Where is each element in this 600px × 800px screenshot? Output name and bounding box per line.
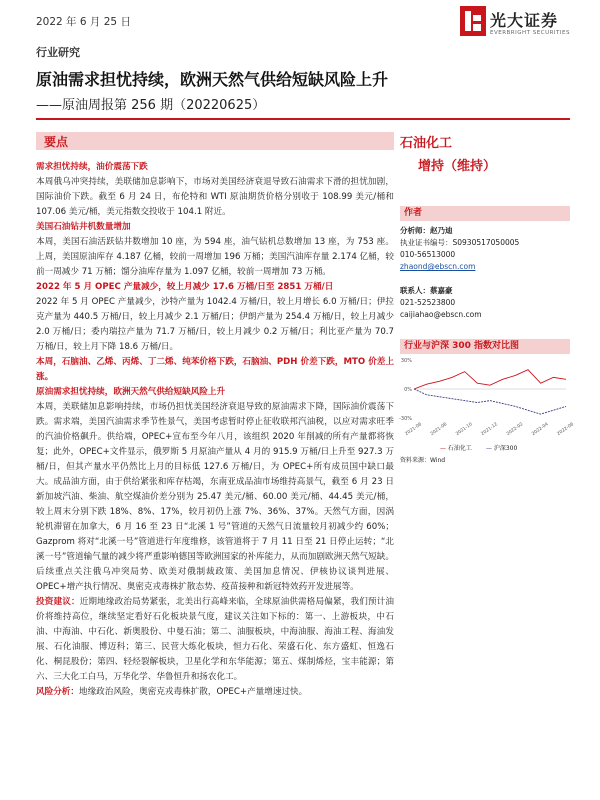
- section-body: 2022 年 5 月 OPEC 产量减少，沙特产量为 1042.4 万桶/日，较上月增长 6.0 万桶/日；伊拉克产量为 440.5 万桶/日，较上月减少 2.1 万桶/日；伊朗产量为 254.4 万桶/日，较上月减少 2.0 万桶/日；委内瑞拉产量为 71.7 万桶/日，较上月减少 0.2 万桶/日；利比亚产量为 70.7 万桶/日，较上月下降 18.6 万桶/日。: [36, 297, 394, 352]
- sector-name: 石油化工: [400, 136, 453, 151]
- analyst-name: 分析师：赵乃迪: [400, 226, 453, 235]
- contact-phone: 021-52523800: [400, 298, 456, 307]
- chart-x-tick: 2021-12: [480, 422, 499, 438]
- chart-x-tick: 2021-08: [429, 422, 449, 438]
- author-block: [400, 225, 570, 321]
- chart-series-line-2: [414, 389, 566, 414]
- report-category: 行业研究: [36, 46, 80, 59]
- chart-source: 资料来源：Wind: [400, 457, 446, 464]
- section-body: 本周，美国石油活跃钻井数增加 10 座，为 594 座，油气钻机总数增加 13 座，为 753 座。上周，美国原油库存 4.187 亿桶，较前一周增加 196 万桶；美国汽油库存量 2.174 亿桶，较前一周减少 71 万桶；馏分油库存量为 1.097 亿桶，较前一周增加 73 万桶。: [36, 237, 394, 277]
- analyst-cert: 执业证书编号：S0930517050005: [400, 238, 520, 247]
- chart-x-tick: 2021-06: [404, 422, 423, 438]
- section-heading: 2022 年 5 月 OPEC 产量减少，较上月减少 17.6 万桶/日至 2851 万桶/日: [36, 282, 334, 292]
- report-date: 2022 年 6 月 25 日: [36, 16, 131, 28]
- report-subtitle: ——原油周报第 256 期（20220625）: [36, 98, 266, 113]
- chart-header: 行业与沪深 300 指数对比图: [400, 339, 570, 354]
- section-heading: 美国石油钻井机数量增加: [36, 222, 131, 232]
- logo-cn: 光大证券: [490, 11, 559, 30]
- investment-advice: [36, 595, 394, 685]
- risk-analysis: [36, 685, 394, 700]
- brand-logo: [460, 6, 570, 42]
- chart-y-tick: 30%: [400, 358, 412, 364]
- risk-label: 风险分析：: [36, 687, 79, 697]
- chart-y-tick: -30%: [399, 416, 412, 422]
- investment-label: 投资建议：: [36, 597, 80, 607]
- index-comparison-chart: [399, 354, 575, 440]
- section-body: 本周，美联储加息影响持续，市场仍担忧美国经济衰退导致的原油需求下降，国际油价震荡下跌。需求端，美国汽油需求季节性景气，美国考虑暂时停止征收联邦汽油税，以应对需求旺季的汽油价格飙升。供给端，OPEC+宣布至今年八月，该组织 2020 年削减的所有产量都将恢复；此外，OPEC+文件显示，俄罗斯 5 月原油产量从 4 月的 915.9 万桶/日上升至 927.3 万桶/日，但其产量水平仍然比上月的目标低 127.6 万桶/日，为 OPEC+所有成员国中缺口最大。成品油方面，由于供给紧张和库存枯竭，东南亚成品油市场维持高景气，截至 6 月 23 日新加坡汽油、柴油、航空煤油价差分别为 25.47 美元/桶、60.00 美元/桶、44.45 美元/桶，较上周末分别下跌 18%、8%、17%，较月初仍上涨 7%、36%、37%。天然气方面，因涡轮机滞留在加拿大，6 月 16 至 23 日“北溪 1 号”管道的天然气日流量较月初减少约 60%；Gazprom 将对“北溪一号”管道进行年度维修，该管道将于 7 月 11 日至 21 日停止运转；“北溪一号”管道输气量的减少将严重影响德国等欧洲国家的补库能力，从而加剧欧洲天然气短缺。后续重点关注俄乌冲突局势、欧美对俄制裁政策、美国加息情况、伊核协议谈判进展、OPEC+增产执行情况、奥密克戎毒株扩散态势、疫苗接种和新冠特效药开发进展等。: [36, 402, 394, 592]
- legend-item-hs300: — 沪深300: [485, 445, 518, 452]
- title-divider: [36, 118, 570, 120]
- section-body: 本周俄乌冲突持续，美联储加息影响下，市场对美国经济衰退导致石油需求下滑的担忧加剧，国际油价下跌。截至 6 月 24 日，布伦特和 WTI 原油期货价格分别收于 108.99 美元/桶和 107.06 美元/桶，美元指数交投收于 104.1 附近。: [36, 177, 394, 217]
- chart-x-tick: 2021-10: [455, 422, 474, 438]
- author-header: 作者: [400, 206, 570, 221]
- contact-email: caijiahao@ebscn.com: [400, 310, 482, 319]
- report-title: 原油需求担忧持续，欧洲天然气供给短缺风险上升: [36, 70, 389, 89]
- chart-y-tick: 0%: [404, 387, 412, 393]
- contact-name: 联系人：蔡嘉豪: [400, 286, 453, 295]
- investment-body: 近期地缘政治局势紧张，北美出行高峰来临，全球原油供需格局偏紧，我们预计油价将维持高位，继续坚定看好石化板块景气度，建议关注如下标的：第一、上游板块，中石油、中海油、中石化、新奥股份、中曼石油；第二、油服板块，中海油服、海油工程、海油发展、石化油服、博迈科；第三、民营大炼化板块，恒力石化、荣盛石化、东方盛虹、恒逸石化、桐昆股份；第四、轻烃裂解板块，卫星化学和东华能源；第五、煤制烯烃，宝丰能源；第六、三大化工白马，万华化学、华鲁恒升和扬农化工。: [36, 597, 394, 682]
- main-content: [36, 160, 394, 700]
- section-heading: 原油需求担忧持续，欧洲天然气供给短缺风险上升: [36, 387, 226, 397]
- chart-legend: [440, 444, 570, 453]
- analyst-phone: 010-56513000: [400, 250, 456, 259]
- chart-x-tick: 2022-06: [556, 422, 575, 438]
- logo-mark-icon: [460, 6, 486, 36]
- key-points-header: [36, 132, 394, 150]
- rating: 增持（维持）: [418, 159, 497, 174]
- section-heading: 需求担忧持续，油价震荡下跌: [36, 162, 148, 172]
- legend-item-sector: — 石油化工: [440, 445, 472, 452]
- risk-body: 地缘政治风险，奥密克戎毒株扩散，OPEC+产量增速过快。: [78, 687, 308, 697]
- chart-series-line-1: [414, 370, 566, 389]
- chart-x-tick: 2022-04: [531, 422, 550, 438]
- chart-x-tick: 2022-02: [505, 422, 525, 438]
- logo-en: EVERBRIGHT SECURITIES: [490, 30, 570, 36]
- section-heading: 本周，石脑油、乙烯、丙烯、丁二烯、纯苯价格下跌，石脑油、PDH 价差下跌，MTO 价差上涨。: [36, 357, 394, 382]
- key-points-label: 要点: [44, 135, 69, 149]
- analyst-email[interactable]: zhaond@ebscn.com: [400, 262, 476, 271]
- sidebar: [399, 132, 575, 467]
